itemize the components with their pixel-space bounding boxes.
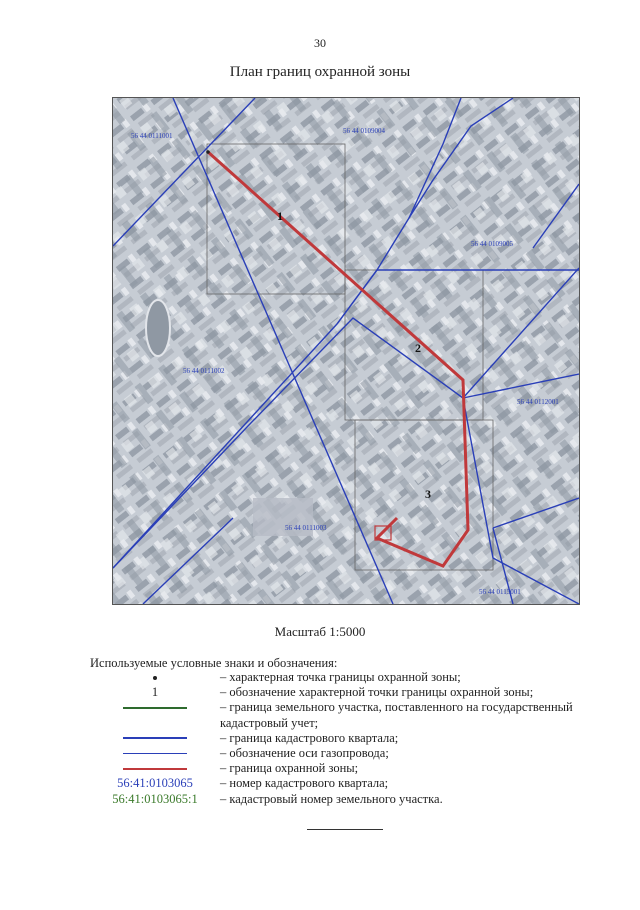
scale-caption: Масштаб 1:5000: [274, 624, 366, 639]
legend-item: – обозначение оси газопровода;: [90, 746, 610, 761]
legend-item: 56:41:0103065 – номер кадастрового квартала;: [117, 776, 389, 791]
page-number: 30: [314, 36, 326, 50]
quarter-label: 56 44 0109004: [343, 127, 385, 135]
page-title: План границ охранной зоны: [229, 64, 411, 80]
point-label: 2: [415, 341, 421, 355]
legend-item: – граница кадастрового квартала;: [90, 731, 610, 746]
quarter-label: 56 44 0111003: [285, 524, 327, 532]
quarter-label: 56 44 0109005: [471, 240, 513, 248]
legend: [90, 670, 610, 807]
quarter-label: 56 44 0112001: [517, 398, 559, 406]
quarter-label: 56 44 0111001: [131, 132, 173, 140]
quarter-label: 56 44 0115001: [479, 588, 521, 596]
legend-item: – граница земельного участка, поставленного на государственный кадастровый учет;: [90, 700, 610, 730]
point-marker-icon: [153, 676, 157, 680]
legend-item: 1 – обозначение характерной точки границы охранной зоны;: [151, 685, 534, 700]
point-label: 1: [277, 209, 283, 223]
blue-thin-line-icon: [123, 753, 187, 754]
footer-divider: [307, 829, 383, 830]
green-line-icon: [123, 707, 187, 709]
red-line-icon: [123, 768, 187, 770]
point-label: 3: [425, 487, 431, 501]
legend-item: – характерная точка границы охранной зоны;: [90, 670, 610, 685]
quarter-label: 56 44 0111002: [183, 367, 225, 375]
legend-item: – граница охранной зоны;: [90, 761, 610, 776]
legend-heading: Используемые условные знаки и обозначения:: [90, 656, 338, 670]
blue-thick-line-icon: [123, 737, 187, 739]
protection-zone-map: [112, 97, 580, 605]
legend-item: 56:41:0103065:1 – кадастровый номер земельного участка.: [112, 791, 443, 806]
